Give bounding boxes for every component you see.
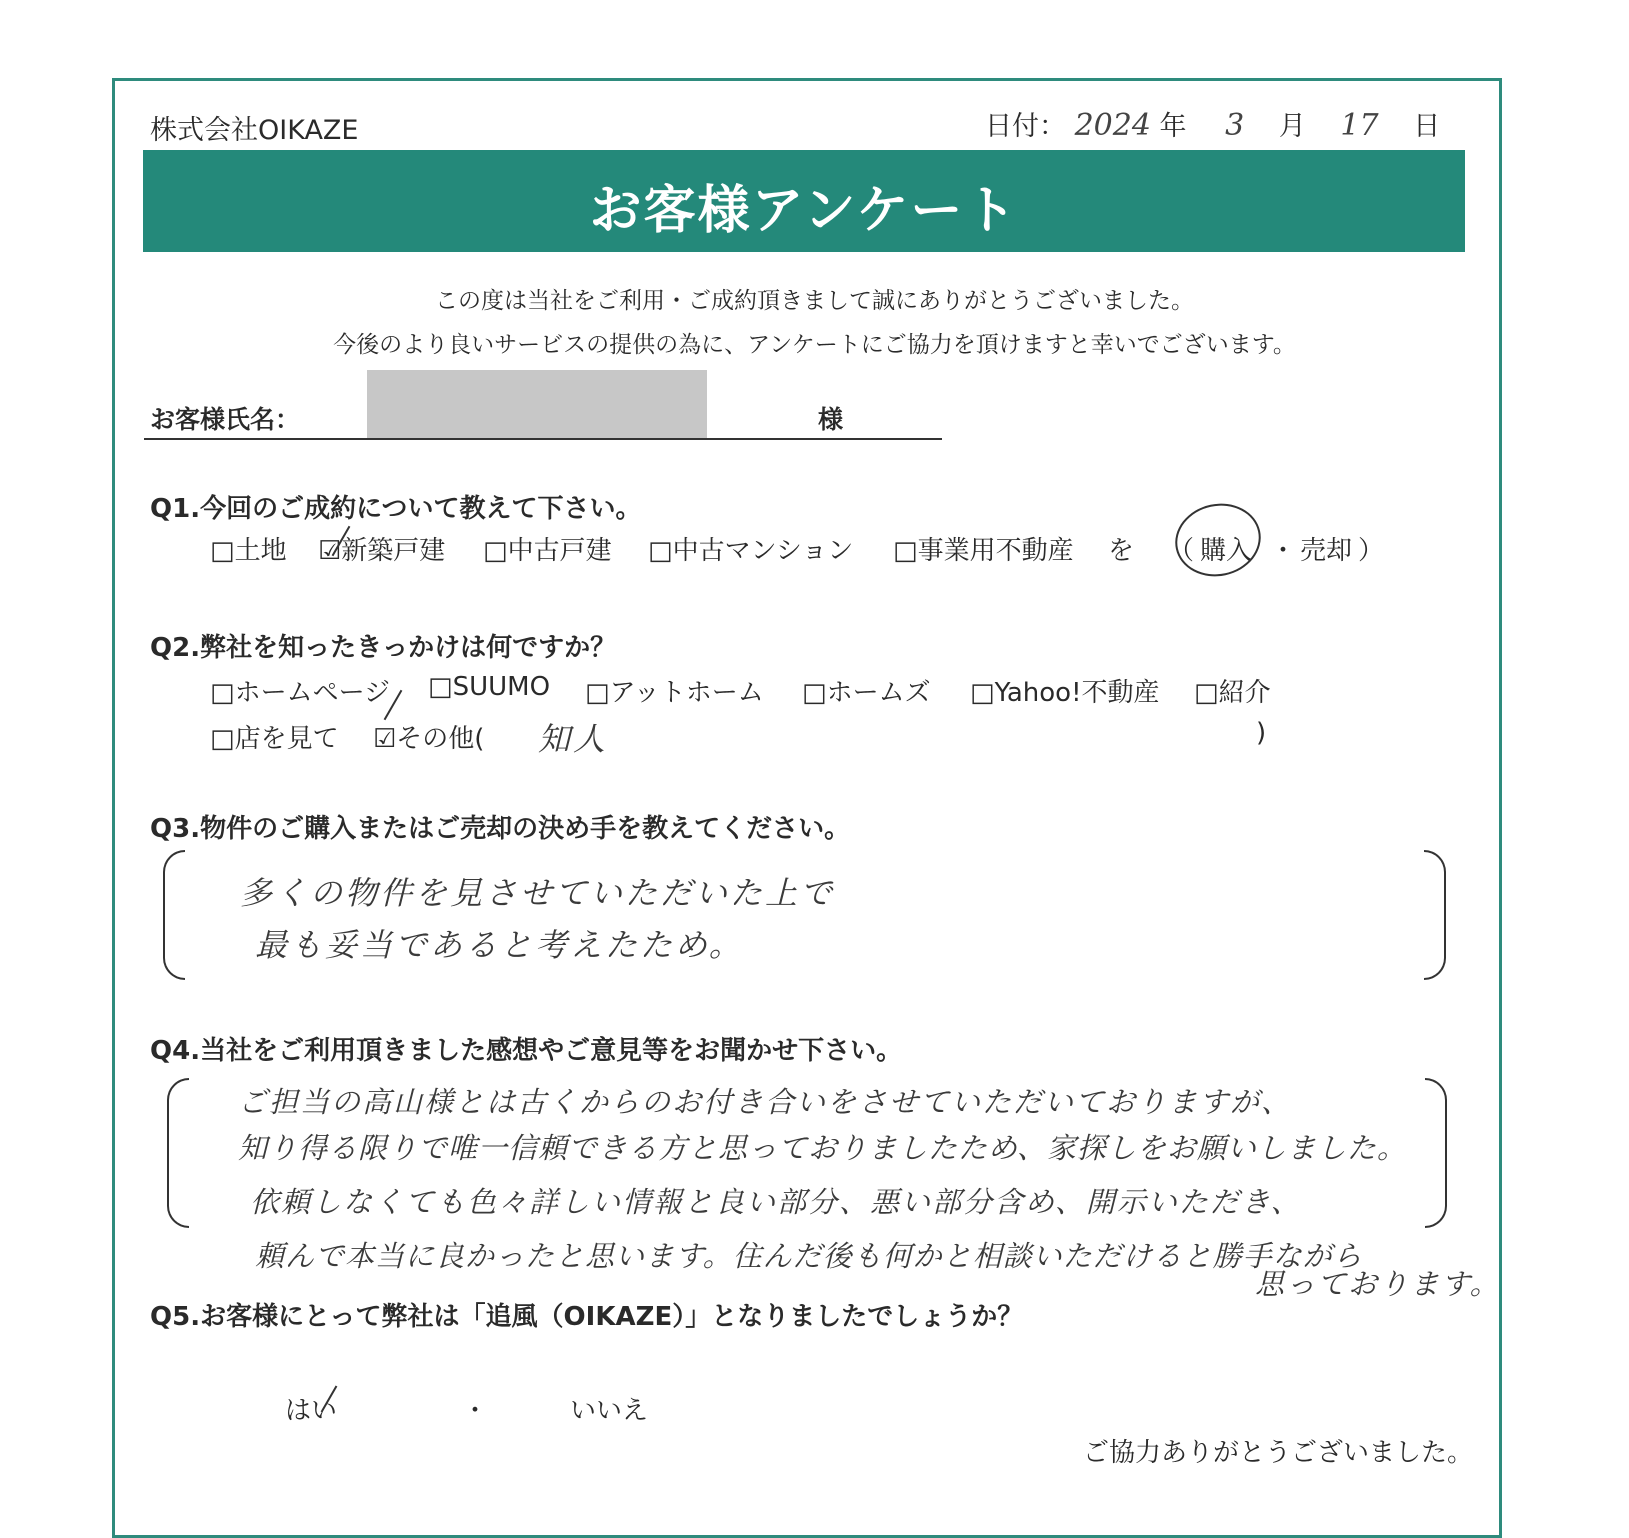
date-year: 2024 xyxy=(1074,108,1151,143)
date-month: 3 xyxy=(1225,108,1245,143)
q4-answer-line-2: 知り得る限りで唯一信頼できる方と思っておりましたため、家探しをお願いしました。 xyxy=(238,1131,1407,1165)
q2-option-saw-store[interactable]: □店を見て xyxy=(210,724,339,754)
q3-answer-line-2: 最も妥当であると考えたため。 xyxy=(255,926,744,964)
q4-answer-line-5: 思っております。 xyxy=(1255,1267,1501,1301)
date-label: 日付： xyxy=(985,111,1066,142)
intro-line-2: 今後のより良いサービスの提供の為に、アンケートにご協力を頂けますと幸いでございます。 xyxy=(333,332,1296,358)
q5-option-no[interactable]: いいえ xyxy=(570,1396,649,1426)
q2-other-answer: 知人 xyxy=(538,720,609,758)
redacted-customer-name xyxy=(367,370,707,440)
q1-wo: を xyxy=(1108,536,1135,566)
q3-question: Q3.物件のご購入またはご売却の決め手を教えてください。 xyxy=(150,814,851,844)
company-name: 株式会社OIKAZE xyxy=(150,115,359,146)
q1-option-sell[interactable]: 売却 xyxy=(1300,536,1353,566)
q3-answer-line-1: 多くの物件を見させていただいた上で xyxy=(240,874,836,912)
q4-answer-line-3: 依頼しなくても色々詳しい情報と良い部分、悪い部分含め、開示いただき、 xyxy=(250,1185,1302,1219)
q1-option-used-house[interactable]: □中古戸建 xyxy=(483,536,612,566)
q2-option-yahoo[interactable]: □Yahoo!不動産 xyxy=(970,678,1160,708)
q1-paren-open: （ xyxy=(1168,536,1195,566)
q2-option-suumo[interactable]: □SUUMO xyxy=(428,672,551,702)
q4-bracket-right xyxy=(1425,1078,1447,1228)
q1-option-new-house[interactable]: ☑新築戸建 xyxy=(318,536,446,566)
page-title: お客様アンケート xyxy=(589,181,1019,241)
date-day-unit: 日 xyxy=(1413,111,1441,142)
customer-name-suffix: 様 xyxy=(818,405,844,434)
q2-option-homepage[interactable]: □ホームページ xyxy=(210,678,391,708)
q1-dot: ・ xyxy=(1270,536,1297,566)
date-month-unit: 月 xyxy=(1278,111,1306,142)
customer-name-label: お客様氏名： xyxy=(150,405,301,434)
q4-answer-line-1: ご担当の高山様とは古くからのお付き合いをさせていただいておりますが、 xyxy=(238,1085,1293,1119)
customer-name-underline xyxy=(144,438,942,440)
q4-question: Q4.当社をご利用頂きました感想やご意見等をお聞かせ下さい。 xyxy=(150,1036,903,1066)
date-year-unit: 年 xyxy=(1159,111,1187,142)
q1-question: Q1.今回のご成約について教えて下さい。 xyxy=(150,494,642,524)
footer-thanks: ご協力ありがとうございました。 xyxy=(1083,1438,1474,1468)
q2-question: Q2.弊社を知ったきっかけは何ですか？ xyxy=(150,633,617,663)
q4-answer-line-4: 頼んで本当に良かったと思います。住んだ後も何かと相談いただけると勝手ながら xyxy=(255,1239,1363,1273)
q5-dot: ・ xyxy=(462,1396,489,1426)
intro-line-1: この度は当社をご利用・ご成約頂きまして誠にありがとうございました。 xyxy=(435,288,1194,314)
q2-option-homes[interactable]: □ホームズ xyxy=(802,678,931,708)
q4-bracket-left xyxy=(167,1078,189,1228)
q2-option-other[interactable]: ☑その他( xyxy=(373,724,485,754)
q1-option-used-condo[interactable]: □中古マンション xyxy=(648,536,854,566)
q2-option-athome[interactable]: □アットホーム xyxy=(585,678,764,708)
title-banner xyxy=(143,150,1465,252)
q1-option-land[interactable]: □土地 xyxy=(210,536,287,566)
date-field xyxy=(985,104,1440,143)
q1-option-buy[interactable]: 購入 xyxy=(1200,536,1253,566)
date-day: 17 xyxy=(1340,108,1379,143)
q5-question: Q5.お客様にとって弊社は「追風（OIKAZE）」となりましたでしょうか？ xyxy=(150,1302,1024,1332)
q2-other-close: ) xyxy=(1256,718,1267,748)
q5-option-yes[interactable]: はい xyxy=(285,1396,338,1426)
q2-option-referral[interactable]: □紹介 xyxy=(1194,678,1271,708)
q1-paren-close: ） xyxy=(1358,536,1385,566)
q3-bracket-right xyxy=(1424,850,1446,980)
q3-bracket-left xyxy=(163,850,185,980)
q1-option-business-property[interactable]: □事業用不動産 xyxy=(893,536,1074,566)
